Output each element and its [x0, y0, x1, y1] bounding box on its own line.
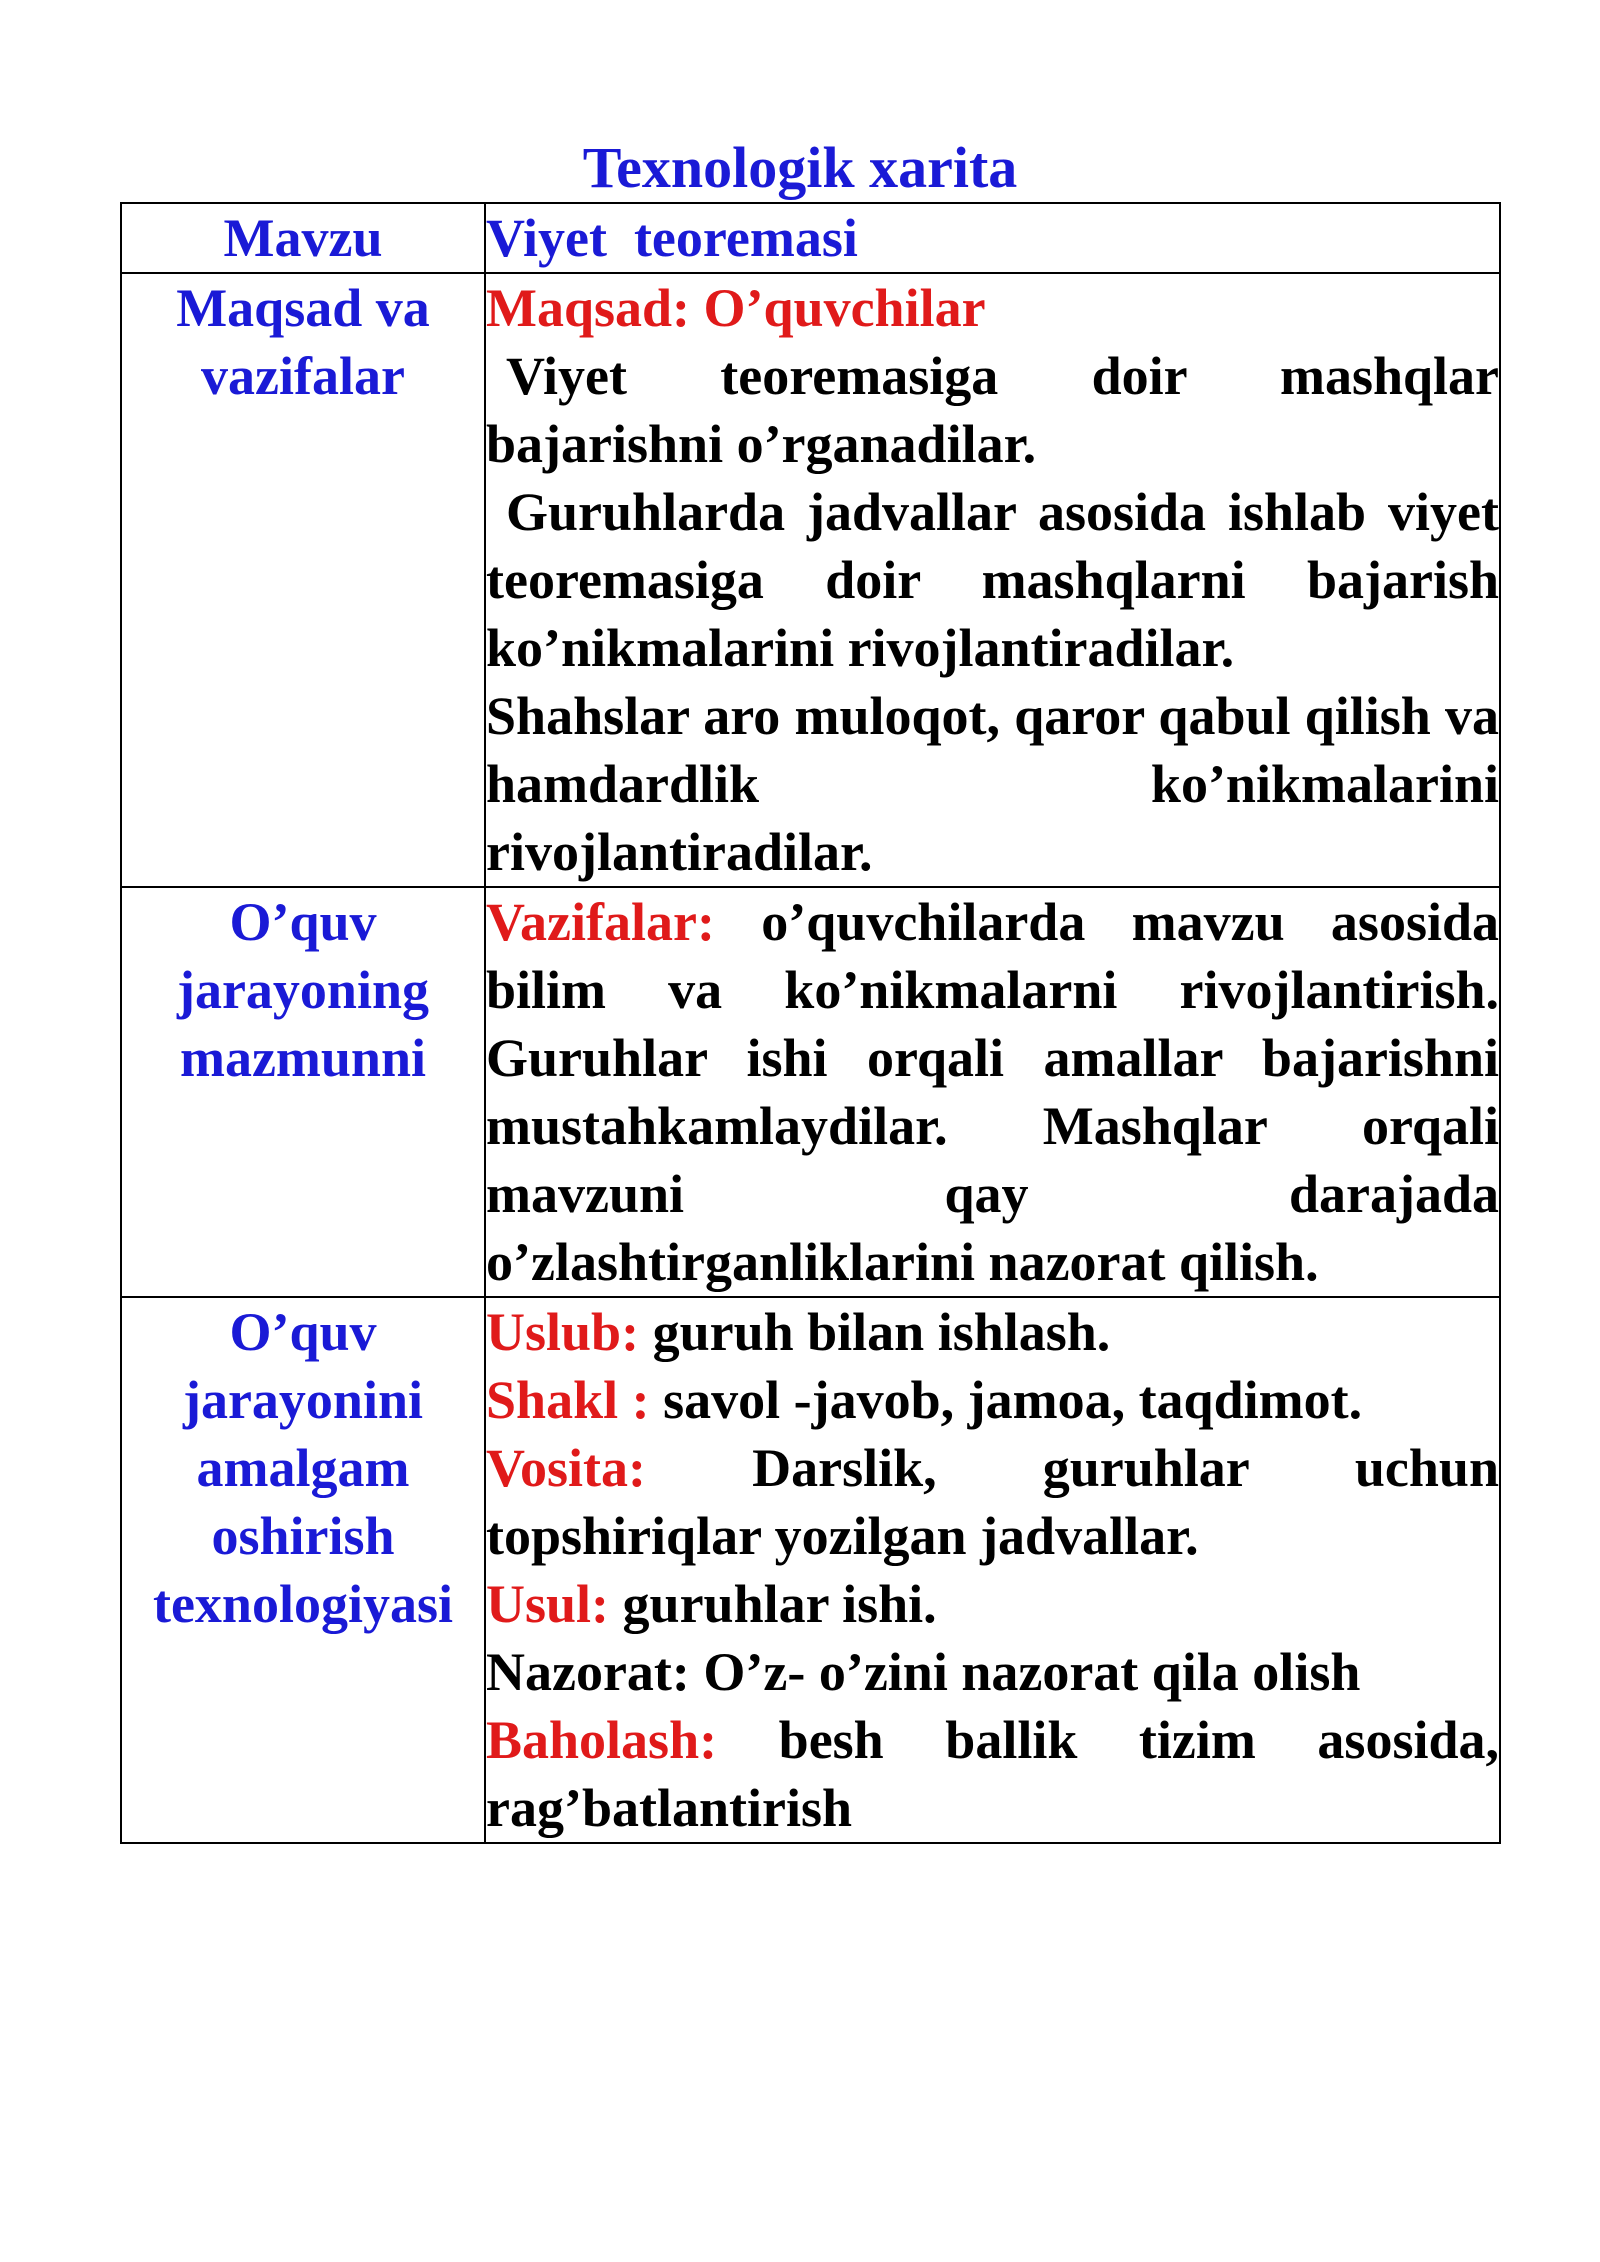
- tool-item: [486, 1434, 1499, 1570]
- goals-label-line: Maqsad va: [176, 278, 430, 338]
- tool-key: Vosita:: [486, 1438, 647, 1498]
- goals-content-cell: [485, 273, 1500, 887]
- form-value: savol -javob, jamoa, taqdimot.: [649, 1370, 1363, 1430]
- page-title: Texnologik xarita: [582, 135, 1018, 200]
- method-value: guruh bilan ishlash.: [639, 1302, 1111, 1362]
- form-item: [486, 1366, 1499, 1434]
- technology-label-line: jarayonini: [182, 1370, 424, 1430]
- goals-label-cell: [121, 273, 485, 887]
- goal-paragraph: Guruhlarda jadvallar asosida ishlab viyet teoremasiga doir mashqlarni bajarish ko’nikmalarini rivojlantiradilar.: [486, 482, 1499, 678]
- process-content-label-cell: [121, 887, 485, 1297]
- table-row: [121, 1297, 1500, 1843]
- technology-label-line: O’quv: [229, 1302, 377, 1362]
- approach-value: guruhlar ishi.: [609, 1574, 937, 1634]
- tool-value: Darslik, guruhlar uchun topshiriqlar yozilgan jadvallar.: [486, 1438, 1499, 1566]
- tasks-heading: Vazifalar:: [486, 892, 715, 952]
- goal-paragraph: Viyet teoremasiga doir mashqlar bajarishni o’rganadilar.: [486, 346, 1499, 474]
- approach-key: Usul:: [486, 1574, 610, 1634]
- technology-map-table: [120, 202, 1501, 1844]
- goal-paragraph: Shahslar aro muloqot, qaror qabul qilish va hamdardlik ko’nikmalarini rivojlantiradilar.: [486, 686, 1499, 882]
- topic-value: Viyet teoremasi: [486, 208, 858, 268]
- technology-label-cell: [121, 1297, 485, 1843]
- table-row: [121, 887, 1500, 1297]
- topic-label: Mavzu: [223, 208, 383, 268]
- process-content-label-line: jarayoning: [176, 960, 430, 1020]
- technology-content-cell: [485, 1297, 1500, 1843]
- process-content-label-line: mazmunni: [179, 1028, 427, 1088]
- technology-label-line: amalgam: [196, 1438, 410, 1498]
- method-key: Uslub:: [486, 1302, 640, 1362]
- form-key: Shakl :: [486, 1370, 650, 1430]
- topic-value-cell: [485, 203, 1500, 273]
- table-row: [121, 273, 1500, 887]
- assessment-key: Baholash:: [486, 1710, 718, 1770]
- table-row: [121, 203, 1500, 273]
- process-content-label-line: O’quv: [229, 892, 377, 952]
- method-item: [486, 1298, 1499, 1366]
- technology-label-line: texnologiyasi: [152, 1574, 453, 1634]
- technology-label-line: oshirish: [211, 1506, 395, 1566]
- assessment-value: besh ballik tizim asosida, rag’batlantirish: [486, 1710, 1499, 1838]
- tasks-text: o’quvchilarda mavzu asosida bilim va ko’nikmalarni rivojlantirish. Guruhlar ishi orqali amallar bajarishni mustahkamlaydilar. Mashqlar orqali mavzuni qay darajada o’zlashtirganliklarini nazorat qilish.: [486, 892, 1499, 1292]
- goals-label-line: vazifalar: [201, 346, 405, 406]
- goal-heading: Maqsad: O’quvchilar: [486, 278, 986, 338]
- assessment-item: [486, 1706, 1499, 1842]
- approach-item: [486, 1570, 1499, 1638]
- topic-label-cell: [121, 203, 485, 273]
- tasks-content-cell: [485, 887, 1500, 1297]
- control-item: Nazorat: O’z- o’zini nazorat qila olish: [486, 1642, 1361, 1702]
